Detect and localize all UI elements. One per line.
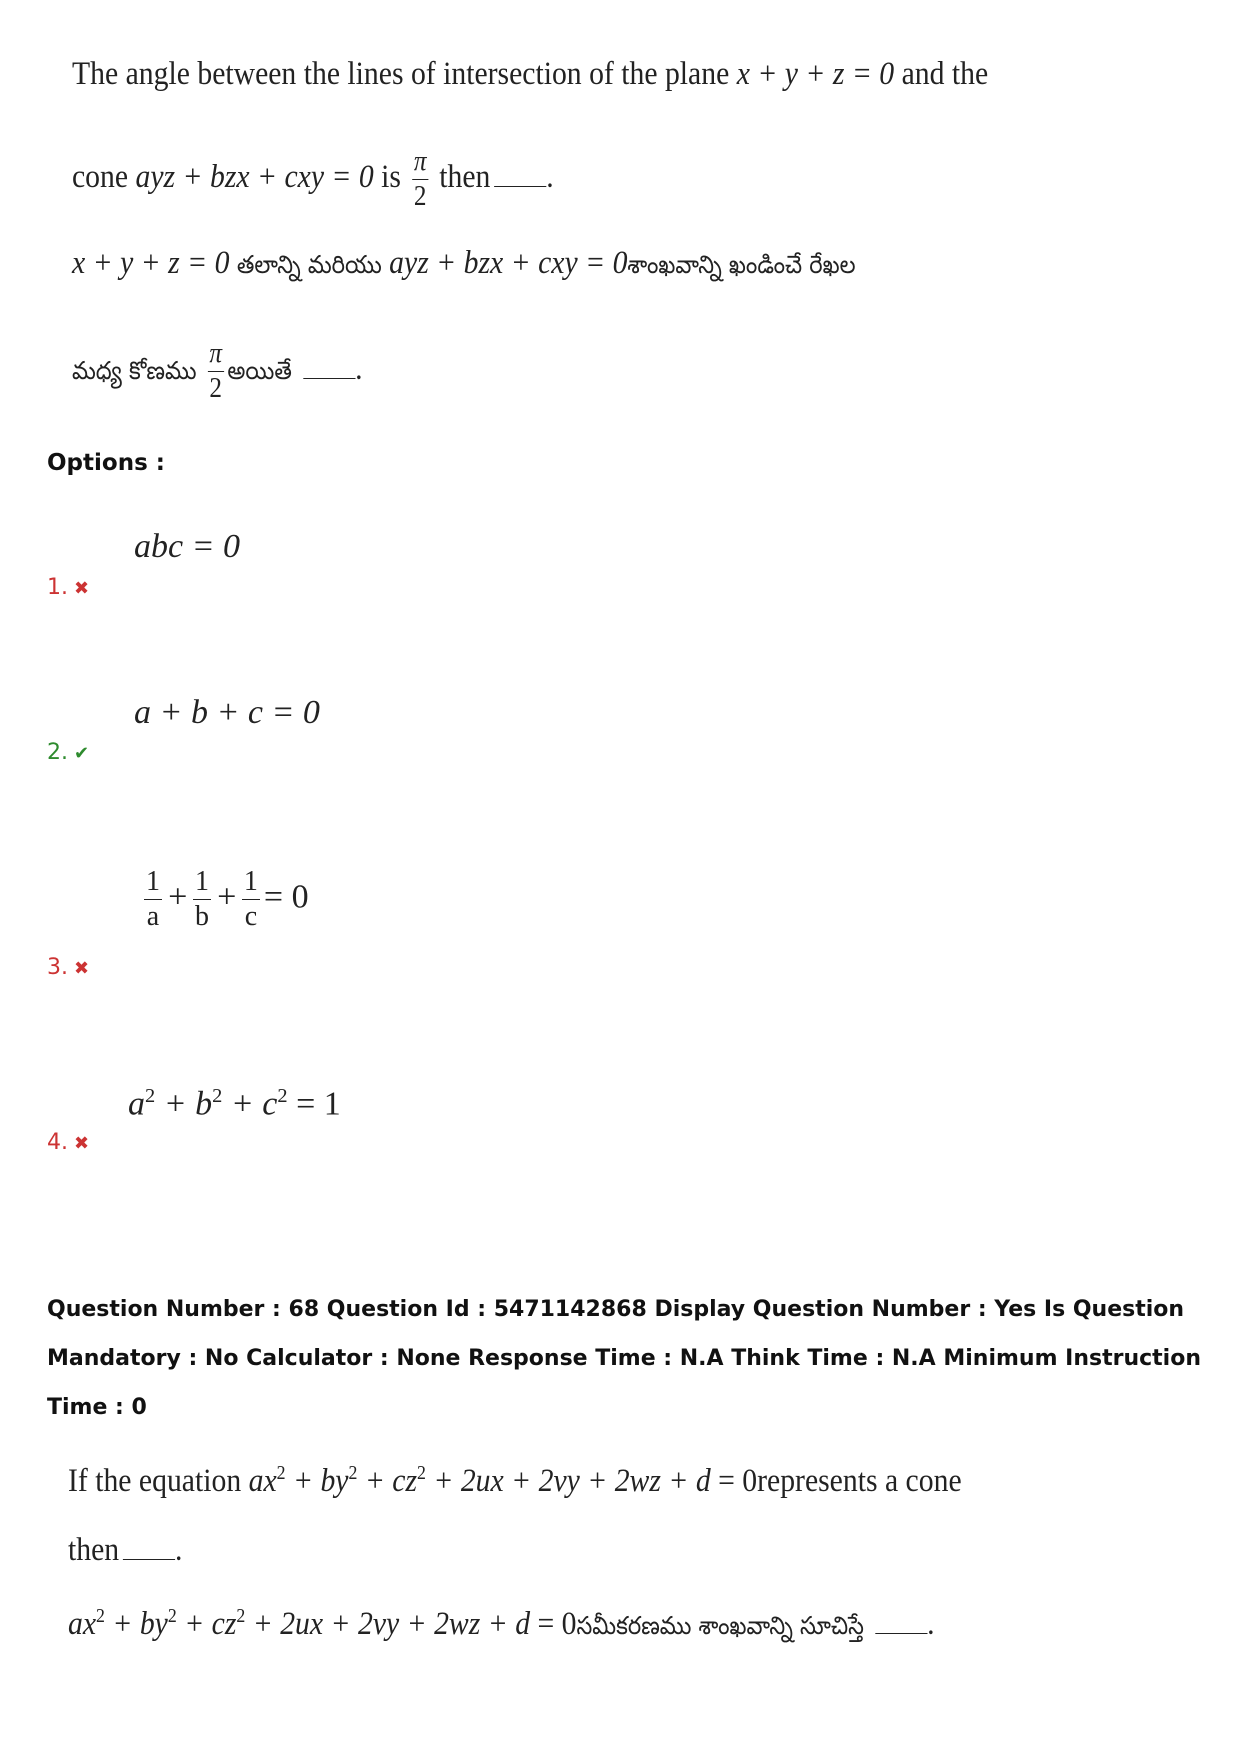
option-1-expression: abc = 0 <box>134 528 241 565</box>
answer-blank <box>494 185 546 187</box>
q67-pi-over-2-fraction <box>412 148 428 211</box>
answer-blank <box>303 377 355 379</box>
pi-symbol: π <box>208 340 224 372</box>
cross-icon: ✖ <box>74 958 90 979</box>
fraction-denominator: 2 <box>209 373 222 404</box>
answer-blank <box>875 1632 927 1634</box>
q67-te-words2: శాంఖవాన్ని ఖండించే రేఖల <box>627 250 856 279</box>
option-4-expression: $a^2 + b^2 + c^2 = 1$ <box>128 1085 341 1123</box>
option-3-number <box>47 955 89 980</box>
q68-en-line1 <box>68 1462 962 1500</box>
pi-symbol: π <box>412 148 428 180</box>
q68-te-line1: $ax^2 + by^2 + cz^2 + 2ux + 2vy + 2wz + d$ = 0సమీకరణము శాంఖవాన్ని సూచిస్తే . <box>68 1605 935 1642</box>
q67-en-line1-tail: and the <box>901 56 989 92</box>
option-4-number <box>47 1130 89 1155</box>
q67-te-words1: తలాన్ని మరియు <box>236 250 382 279</box>
q68-en-line1-text: If the equation <box>68 1463 242 1499</box>
check-icon: ✔ <box>74 743 90 764</box>
q67-te-line1 <box>72 245 856 286</box>
q68-en-line1-tail: represents a cone <box>757 1463 962 1499</box>
option-3-expression: $\frac{1}{a}$ + $\frac{1}{b}$ + $\frac{1}{c}$ = 0 <box>146 866 309 932</box>
question-68-metadata: Question Number : 68 Question Id : 5471142868 Display Question Number : Yes Is Question Mandatory : No Calculator : None Response Time : N.A Think Time : N.A Minimum Instruction Time : 0 <box>47 1297 1202 1420</box>
q67-te-plane-equation: x + y + z = 0 <box>72 245 230 281</box>
q67-en-line1 <box>72 56 988 93</box>
q67-cone-equation: ayz + bzx + cxy = 0 <box>135 159 374 196</box>
q67-te-cone-equation: ayz + bzx + cxy = 0 <box>389 245 628 281</box>
q68-en-line2: then . <box>68 1532 183 1568</box>
q68-te-equation: $ax^2 + by^2 + cz^2 + 2ux + 2vy + 2wz + d = 0$ <box>68 1605 577 1642</box>
option-2-number <box>47 740 89 765</box>
cross-icon: ✖ <box>74 578 90 599</box>
q67-te-if-word: అయితే <box>227 356 292 386</box>
q68-equation: $ax^2 + by^2 + cz^2 + 2ux + 2vy + 2wz + d = 0$ <box>248 1462 758 1499</box>
option-2-expression: a + b + c = 0 <box>134 694 320 731</box>
option-1-number <box>47 575 89 600</box>
q67-te-line2: మధ్య కోణము $\frac{\pi}{2}$ అయితే . <box>72 338 363 404</box>
q67-en-line1-text: The angle between the lines of intersection of the plane <box>72 56 730 92</box>
answer-blank <box>123 1558 175 1560</box>
q67-te-angle-words: మధ్య కోణము <box>72 356 197 386</box>
q67-cone-word: cone <box>72 159 129 196</box>
q68-te-words: సమీకరణము శాంఖవాన్ని సూచిస్తే <box>576 1611 864 1640</box>
fraction-1-over-c: $\frac{1}{c}$ <box>243 866 258 932</box>
q67-en-line2: cone ayz + bzx + cxy = 0 is $\frac{\pi}{2}$ then . <box>72 146 554 212</box>
q67-is-word: is <box>381 159 401 196</box>
options-label: Options : <box>47 450 165 476</box>
option-number-text: 4. <box>47 1130 68 1155</box>
q67-plane-equation: x + y + z = 0 <box>736 56 895 92</box>
option-number-text: 3. <box>47 955 68 980</box>
fraction-denominator: 2 <box>413 181 427 212</box>
fraction-1-over-a: $\frac{1}{a}$ <box>146 866 160 932</box>
cross-icon: ✖ <box>74 1133 90 1154</box>
fraction-1-over-b: $\frac{1}{b}$ <box>194 866 209 932</box>
option-number-text: 1. <box>47 575 68 600</box>
q68-then-word: then <box>68 1532 120 1568</box>
q67-te-pi-over-2-fraction <box>208 340 224 403</box>
option-number-text: 2. <box>47 740 68 765</box>
q67-then-word: then <box>439 159 491 196</box>
